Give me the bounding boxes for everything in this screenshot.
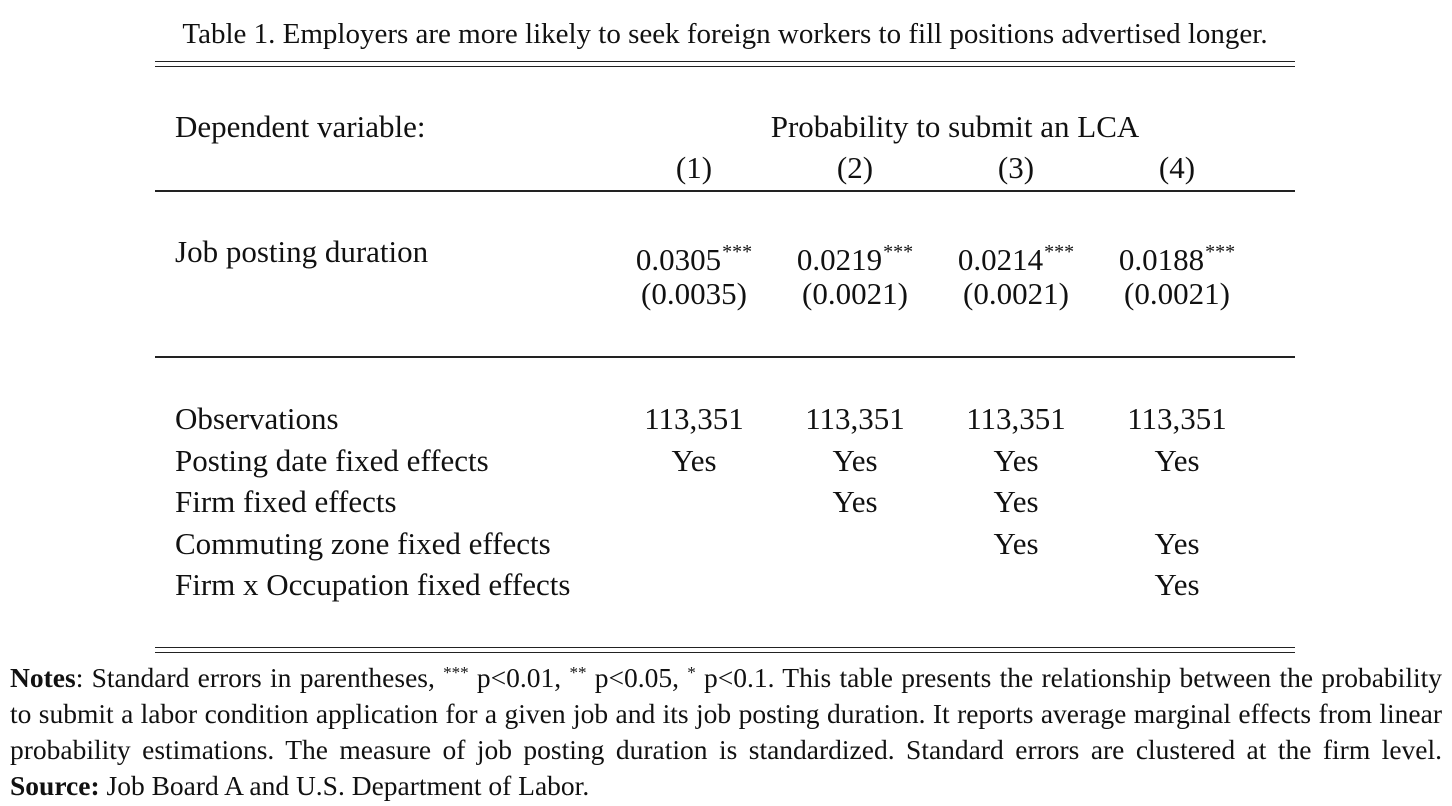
- stat-row-value: 113,351: [805, 401, 905, 436]
- stat-row-value: Yes: [993, 443, 1039, 478]
- stat-row-value: Yes: [993, 484, 1039, 519]
- notes-text: : Standard errors in parentheses,: [75, 662, 444, 693]
- notes-text: p<0.05,: [586, 662, 688, 693]
- notes-text: p<0.01,: [468, 662, 570, 693]
- significance-stars: ***: [1205, 241, 1236, 263]
- coef-estimate-2: [770, 234, 940, 278]
- stat-row-label: Firm fixed effects: [175, 484, 397, 519]
- significance-marker: ***: [443, 663, 469, 682]
- std-error-4: (0.0021): [1124, 276, 1230, 311]
- stat-row-value: 113,351: [966, 401, 1066, 436]
- stat-row-value: Yes: [1154, 526, 1200, 561]
- stat-row-label: Observations: [175, 401, 339, 436]
- stat-row-value: 113,351: [644, 401, 744, 436]
- table-notes: [10, 660, 1442, 804]
- stat-row-label: Posting date fixed effects: [175, 443, 489, 478]
- stat-row-value: Yes: [671, 443, 717, 478]
- column-header-4: (4): [1158, 150, 1196, 185]
- notes-label: Notes: [10, 662, 76, 693]
- stat-row-value: 113,351: [1127, 401, 1227, 436]
- significance-stars: ***: [883, 241, 914, 263]
- table-caption: Table 1. Employers are more likely to seek foreign workers to fill positions advertised longer.: [182, 18, 1268, 50]
- dependent-variable-name: Probability to submit an LCA: [770, 109, 1140, 144]
- stat-row-label: Firm x Occupation fixed effects: [175, 567, 571, 602]
- column-header-3: (3): [997, 150, 1035, 185]
- significance-stars: ***: [722, 241, 753, 263]
- estimate-value: 0.0219: [796, 242, 883, 277]
- stat-row-value: Yes: [993, 526, 1039, 561]
- stat-row-value: Yes: [832, 484, 878, 519]
- notes-text: p<0.1. This table presents the relationship between the probability to submit a labor condition application for a given job and its job posting duration. It reports average marginal effects from linear probability estimations. The measure of job posting duration is standardized. Standard errors are clustered at the firm level.: [10, 662, 1442, 765]
- stat-row-value: Yes: [1154, 443, 1200, 478]
- coef-estimate-1: [609, 234, 779, 278]
- column-header-1: (1): [675, 150, 713, 185]
- top-double-rule: [155, 61, 1295, 67]
- std-error-1: (0.0035): [641, 276, 747, 311]
- coef-estimate-4: [1092, 234, 1262, 278]
- stat-row-label: Commuting zone fixed effects: [175, 526, 551, 561]
- source-label: Source:: [10, 770, 100, 801]
- std-error-3: (0.0021): [963, 276, 1069, 311]
- bottom-double-rule: [155, 647, 1295, 653]
- stat-row-value: Yes: [1154, 567, 1200, 602]
- significance-stars: ***: [1044, 241, 1075, 263]
- significance-marker: **: [569, 663, 587, 682]
- estimate-value: 0.0188: [1118, 242, 1205, 277]
- column-header-2: (2): [836, 150, 874, 185]
- coef-estimate-3: [931, 234, 1101, 278]
- estimate-value: 0.0214: [957, 242, 1044, 277]
- header-rule: [155, 190, 1295, 192]
- body-rule: [155, 356, 1295, 358]
- estimate-value: 0.0305: [635, 242, 722, 277]
- stat-row-value: Yes: [832, 443, 878, 478]
- source-text: Job Board A and U.S. Department of Labor.: [99, 770, 590, 801]
- coef-row-label: Job posting duration: [175, 234, 429, 269]
- dependent-variable-label: Dependent variable:: [175, 109, 426, 144]
- significance-marker: *: [687, 663, 696, 682]
- std-error-2: (0.0021): [802, 276, 908, 311]
